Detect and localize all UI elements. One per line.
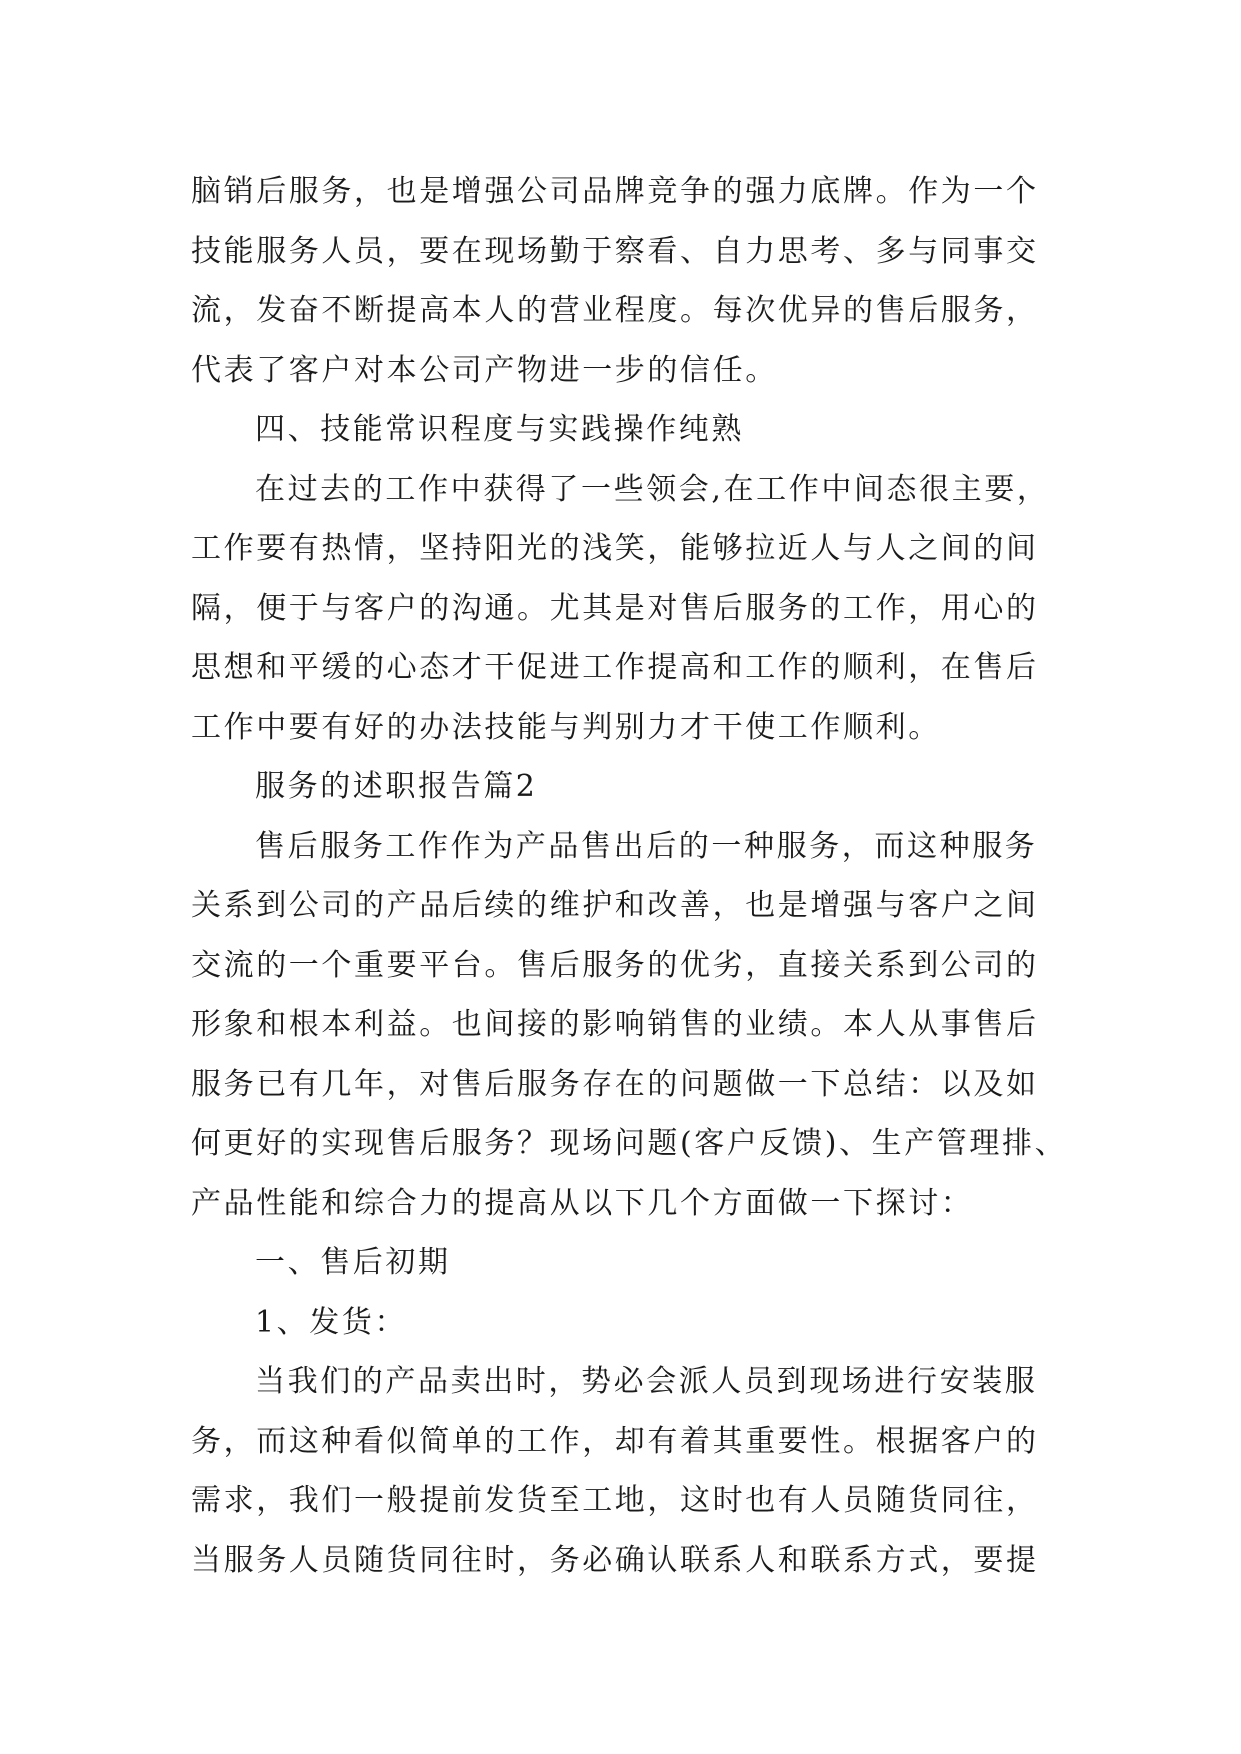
text-line: 形象和根本利益。也间接的影响销售的业绩。本人从事售后	[191, 1007, 1039, 1042]
report-title: 服务的述职报告篇2	[255, 769, 538, 804]
text-line: 当服务人员随货同往时，务必确认联系人和联系方式，要提	[191, 1542, 1039, 1578]
text-line: 售后服务工作作为产品售出后的一种服务，而这种服务	[255, 828, 1038, 864]
text-line: 关系到公司的产品后续的维护和改善，也是增强与客户之间	[191, 888, 1039, 923]
text-line: 务，而这种看似简单的工作，却有着其重要性。根据客户的	[191, 1423, 1039, 1459]
text-line: 交流的一个重要平台。售后服务的优劣，直接关系到公司的	[191, 947, 1039, 983]
text-line: 服务已有几年，对售后服务存在的问题做一下总结：以及如	[191, 1066, 1039, 1102]
text-line: 当我们的产品卖出时，势必会派人员到现场进行安装服	[255, 1364, 1038, 1399]
text-line: 流，发奋不断提高本人的营业程度。每次优异的售后服务，	[191, 293, 1039, 328]
text-line: 在过去的工作中获得了一些领会,在工作中间态很主要，	[255, 471, 1050, 507]
text-line: 工作中要有好的办法技能与判别力才干使工作顺利。	[191, 709, 941, 745]
subsection-heading: 1、发货：	[255, 1304, 408, 1340]
text-line: 何更好的实现售后服务？现场问题(客户反馈)、生产管理排、	[191, 1126, 1068, 1161]
text-line: 工作要有热情，坚持阳光的浅笑，能够拉近人与人之间的间	[191, 531, 1039, 566]
section-heading: 四、技能常识程度与实践操作纯熟	[255, 412, 744, 447]
text-line: 隔，便于与客户的沟通。尤其是对售后服务的工作，用心的	[191, 590, 1039, 626]
section-heading: 一、售后初期	[255, 1245, 451, 1280]
text-line: 产品性能和综合力的提高从以下几个方面做一下探讨：	[191, 1185, 974, 1221]
document-body	[191, 162, 1068, 1590]
text-line: 技能服务人员，要在现场勤于察看、自力思考、多与同事交	[191, 233, 1039, 269]
text-line: 代表了客户对本公司产物进一步的信任。	[191, 352, 778, 388]
text-line: 思想和平缓的心态才干促进工作提高和工作的顺利，在售后	[191, 650, 1039, 685]
text-line: 需求，我们一般提前发货至工地，这时也有人员随货同往，	[191, 1483, 1039, 1518]
text-line: 脑销后服务，也是增强公司品牌竞争的强力底牌。作为一个	[191, 174, 1039, 209]
